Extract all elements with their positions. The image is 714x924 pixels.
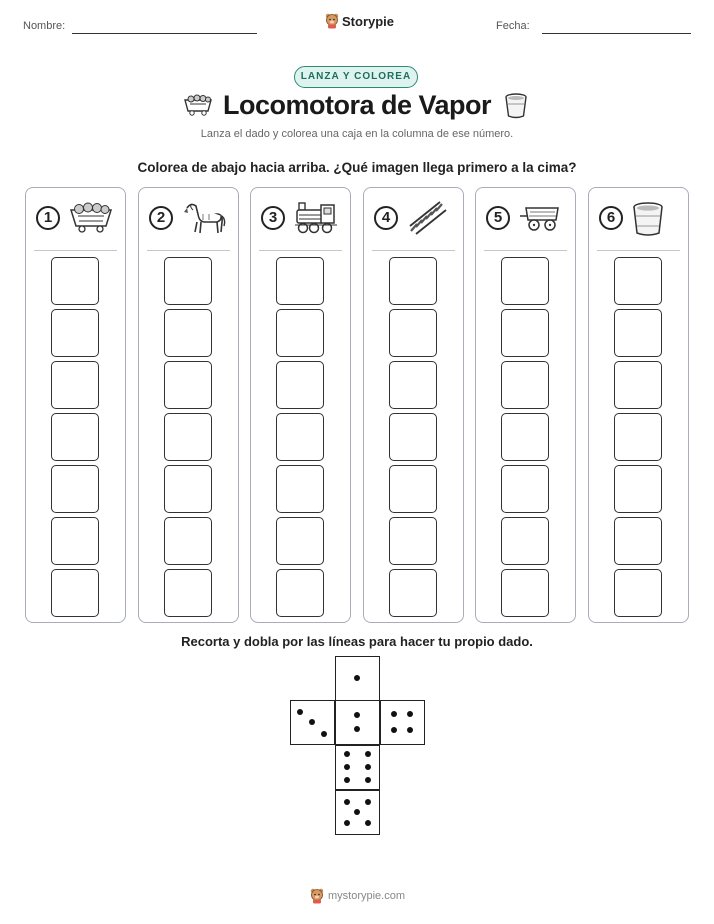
color-box[interactable] bbox=[276, 361, 324, 409]
dice-pip bbox=[365, 799, 371, 805]
column-6 bbox=[588, 187, 689, 623]
dice-pip bbox=[321, 731, 327, 737]
bear-mascot-icon bbox=[310, 888, 324, 904]
color-box[interactable] bbox=[614, 569, 662, 617]
dice-pip bbox=[391, 711, 397, 717]
dice-pip bbox=[344, 777, 350, 783]
dice-pip bbox=[344, 751, 350, 757]
instruction-text: Colorea de abajo hacia arriba. ¿Qué imagen llega primero a la cima? bbox=[137, 160, 577, 175]
dice-pip bbox=[365, 751, 371, 757]
footer bbox=[310, 888, 405, 904]
color-box[interactable] bbox=[389, 309, 437, 357]
dice-face-6 bbox=[335, 745, 380, 790]
color-box[interactable] bbox=[614, 517, 662, 565]
dice-pip bbox=[354, 675, 360, 681]
horse-icon bbox=[181, 200, 227, 243]
color-box[interactable] bbox=[614, 309, 662, 357]
color-box[interactable] bbox=[389, 569, 437, 617]
bear-mascot-icon bbox=[325, 13, 339, 29]
bucket-icon bbox=[504, 92, 528, 120]
color-box[interactable] bbox=[501, 465, 549, 513]
color-box[interactable] bbox=[51, 309, 99, 357]
color-box[interactable] bbox=[51, 361, 99, 409]
steam-locomotive-icon bbox=[293, 200, 339, 241]
dice-face-1 bbox=[335, 656, 380, 701]
column-1 bbox=[25, 187, 126, 623]
name-line[interactable] bbox=[72, 33, 257, 34]
color-box[interactable] bbox=[614, 413, 662, 461]
color-box[interactable] bbox=[51, 257, 99, 305]
color-box[interactable] bbox=[276, 569, 324, 617]
color-box[interactable] bbox=[389, 517, 437, 565]
column-number: 2 bbox=[149, 206, 173, 230]
column-number: 1 bbox=[36, 206, 60, 230]
column-header bbox=[476, 198, 575, 242]
dice-pip bbox=[309, 719, 315, 725]
color-box[interactable] bbox=[501, 517, 549, 565]
dice-face-3 bbox=[290, 700, 335, 745]
column-3 bbox=[250, 187, 351, 623]
column-divider bbox=[597, 250, 680, 251]
column-divider bbox=[372, 250, 455, 251]
color-box[interactable] bbox=[164, 517, 212, 565]
dice-pip bbox=[365, 820, 371, 826]
dice-pip bbox=[354, 712, 360, 718]
footer-url: mystorypie.com bbox=[328, 890, 406, 902]
page-title: Locomotora de Vapor bbox=[222, 90, 492, 120]
dice-pip bbox=[365, 777, 371, 783]
color-box[interactable] bbox=[164, 309, 212, 357]
wagon-icon bbox=[518, 200, 564, 239]
color-box[interactable] bbox=[614, 465, 662, 513]
column-divider bbox=[484, 250, 567, 251]
column-number: 6 bbox=[599, 206, 623, 230]
dice-pip bbox=[354, 726, 360, 732]
color-box[interactable] bbox=[389, 465, 437, 513]
color-box[interactable] bbox=[276, 257, 324, 305]
column-divider bbox=[147, 250, 230, 251]
page-subtitle: Lanza el dado y colorea una caja en la columna de ese número. bbox=[200, 128, 514, 140]
brand-logo bbox=[325, 13, 394, 29]
date-label: Fecha: bbox=[496, 20, 530, 32]
dice-pip bbox=[344, 764, 350, 770]
color-box[interactable] bbox=[276, 465, 324, 513]
color-box[interactable] bbox=[389, 361, 437, 409]
color-box[interactable] bbox=[164, 569, 212, 617]
dice-pip bbox=[344, 820, 350, 826]
bucket-icon bbox=[631, 200, 665, 243]
column-header bbox=[364, 198, 463, 242]
color-box[interactable] bbox=[389, 257, 437, 305]
column-number: 4 bbox=[374, 206, 398, 230]
activity-badge: LANZA Y COLOREA bbox=[294, 66, 418, 88]
column-header bbox=[251, 198, 350, 242]
color-box[interactable] bbox=[614, 257, 662, 305]
color-box[interactable] bbox=[389, 413, 437, 461]
color-box[interactable] bbox=[164, 361, 212, 409]
color-box[interactable] bbox=[276, 413, 324, 461]
brand-name: Storypie bbox=[342, 13, 395, 29]
color-box[interactable] bbox=[164, 465, 212, 513]
dice-pip bbox=[365, 764, 371, 770]
color-box[interactable] bbox=[51, 517, 99, 565]
coal-cart-icon bbox=[68, 200, 114, 239]
dice-pip bbox=[407, 727, 413, 733]
color-box[interactable] bbox=[164, 257, 212, 305]
column-number: 3 bbox=[261, 206, 285, 230]
cut-instruction: Recorta y dobla por las líneas para hacer tu propio dado. bbox=[181, 634, 533, 649]
dice-pip bbox=[344, 799, 350, 805]
column-header bbox=[139, 198, 238, 242]
column-header bbox=[589, 198, 688, 242]
dice-pip bbox=[297, 709, 303, 715]
date-line[interactable] bbox=[542, 33, 691, 34]
dice-face-4 bbox=[380, 700, 425, 745]
column-5 bbox=[475, 187, 576, 623]
color-box[interactable] bbox=[501, 257, 549, 305]
color-box[interactable] bbox=[501, 569, 549, 617]
column-number: 5 bbox=[486, 206, 510, 230]
color-box[interactable] bbox=[614, 361, 662, 409]
dice-face-2 bbox=[335, 700, 380, 745]
column-2 bbox=[138, 187, 239, 623]
color-box[interactable] bbox=[51, 569, 99, 617]
column-4 bbox=[363, 187, 464, 623]
column-divider bbox=[259, 250, 342, 251]
color-box[interactable] bbox=[276, 517, 324, 565]
color-box[interactable] bbox=[501, 309, 549, 357]
dice-pip bbox=[407, 711, 413, 717]
column-divider bbox=[34, 250, 117, 251]
column-header bbox=[26, 198, 125, 242]
railroad-track-icon bbox=[406, 200, 450, 241]
dice-face-5 bbox=[335, 790, 380, 835]
color-box[interactable] bbox=[501, 413, 549, 461]
color-box[interactable] bbox=[51, 413, 99, 461]
color-box[interactable] bbox=[501, 361, 549, 409]
color-box[interactable] bbox=[276, 309, 324, 357]
name-label: Nombre: bbox=[23, 20, 66, 32]
color-box[interactable] bbox=[164, 413, 212, 461]
dice-pip bbox=[391, 727, 397, 733]
color-box[interactable] bbox=[51, 465, 99, 513]
dice-pip bbox=[354, 809, 360, 815]
